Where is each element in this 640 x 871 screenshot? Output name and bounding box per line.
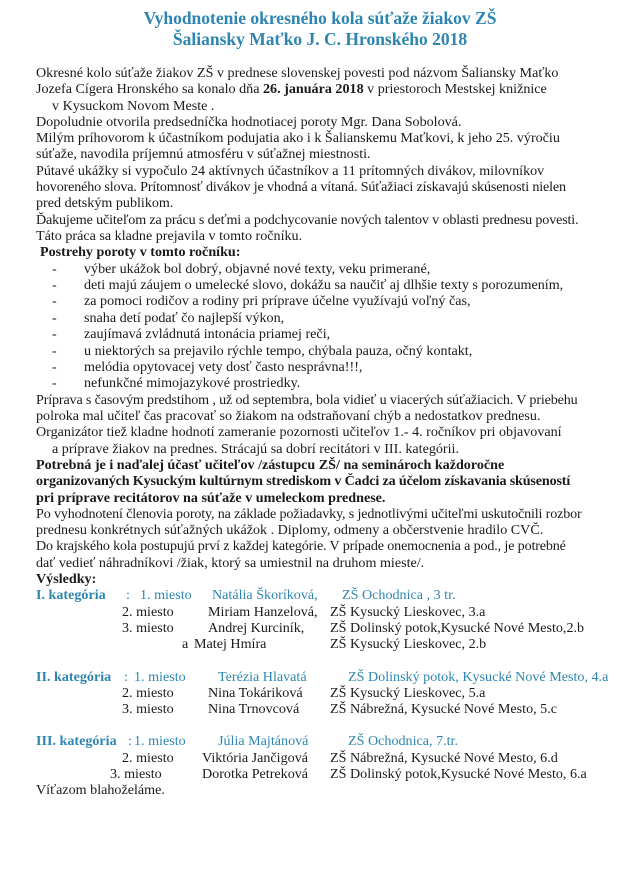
participant-name: Natália Škoríková, — [212, 587, 318, 604]
result-row — [36, 766, 616, 782]
school: ZŠ Kysucký Lieskovec, 3.a — [330, 603, 486, 620]
emphasis-line: pri príprave recitátorov na súťaže v umeleckom prednese. — [36, 489, 386, 506]
intro-line: hovoreného slova. Prítomnosť divákov je vhodná a vítaná. Súťažiaci získavajú skúsenosti nielen — [36, 179, 566, 196]
result-row — [36, 750, 616, 766]
list-item: - nefunkčné mimojazykové prostriedky. — [52, 375, 301, 392]
intro-line — [36, 81, 616, 97]
list-item-text: nefunkčné mimojazykové prostriedky. — [84, 375, 301, 392]
category-label: II. kategória — [36, 668, 112, 685]
participant-name: Júlia Majtánová — [218, 733, 309, 750]
list-item: - snaha detí podať čo najlepší výkon, — [52, 309, 285, 326]
after-line: Po vyhodnotení členovia poroty, na základe požiadavky, s jednotlivými učiteľmi uskutočnili rozbor — [36, 505, 582, 522]
school: ZŠ Kysucký Lieskovec, 5.a — [330, 684, 486, 701]
place: 1. miesto — [134, 668, 186, 685]
after-line: prednesu konkrétnych súťažných ukážok . Diplomy, odmeny a občerstvenie hradilo CVČ. — [36, 522, 544, 539]
category-colon: : — [126, 587, 130, 604]
school: ZŠ Dolinský potok, Kysucké Nové Mesto, 4.a — [348, 668, 609, 685]
result-row — [36, 669, 616, 685]
school: ZŠ Ochodnica , 3 tr. — [342, 587, 456, 604]
list-item-text: deti majú záujem o umelecké slovo, dokážu sa naučiť aj dlhšie texty s porozumením, — [84, 276, 564, 293]
place: 2. miesto — [122, 603, 174, 620]
spacer — [36, 717, 616, 733]
spacer — [36, 653, 616, 669]
intro-line: súťaže, navodila príjemnú atmosféru v súťažnej miestnosti. — [36, 146, 371, 163]
list-item: - zaujímavá zvládnutá intonácia priamej reči, — [52, 326, 331, 343]
list-item-text: zaujímavá zvládnutá intonácia priamej reči, — [84, 326, 331, 343]
prep-line: Organizátor tiež kladne hodnotí zameranie pozornosti učiteľov 1.- 4. ročníkov pri objavovaní — [36, 424, 562, 441]
list-item-text: melódia opytovacej vety dosť často nesprávna!!!, — [84, 359, 363, 375]
result-row — [36, 685, 616, 701]
participant-name: Viktória Jančigová — [202, 749, 308, 766]
place: 2. miesto — [122, 749, 174, 766]
category-colon: : — [128, 733, 132, 750]
intro-line: Milým príhovorom k účastníkom podujatia ako i k Šalianskemu Maťkovi, k jeho 25. výročiu — [36, 130, 560, 147]
school: ZŠ Kysucký Lieskovec, 2.b — [330, 636, 487, 653]
category-label: III. kategória — [36, 733, 117, 750]
result-row — [36, 701, 616, 717]
intro-text: Jozefa Cígera Hronského sa konalo dňa — [36, 81, 263, 98]
school: ZŠ Ochodnica, 7.tr. — [348, 733, 458, 750]
result-row — [36, 733, 616, 749]
result-row — [36, 620, 616, 636]
emphasis-line: Potrebná je i naďalej účasť učiteľov /zástupcu ZŠ/ na seminároch každoročne — [36, 457, 505, 473]
intro-line: v Kysuckom Novom Meste . — [52, 97, 215, 114]
participant-name: Miriam Hanzelová, — [208, 603, 318, 620]
prep-line: polroka mal učiteľ čas pracovať so žiakom na odstraňovaní chýb a nedostatkov prednesu. — [36, 408, 541, 425]
place: 2. miesto — [122, 684, 174, 701]
intro-line: Dopoludnie otvorila predsedníčka hodnotiacej poroty Mgr. Dana Sobolová. — [36, 113, 462, 130]
list-item-text: výber ukážok bol dobrý, objavné nové texty, veku primerané, — [84, 260, 431, 277]
place: 1. miesto — [140, 587, 192, 604]
intro-text: v priestoroch Mestskej knižnice — [363, 81, 547, 98]
place: 1. miesto — [134, 733, 186, 750]
doc-title-line-2: Šaliansky Maťko J. C. Hronského 2018 — [172, 29, 468, 49]
place: 3. miesto — [122, 619, 174, 636]
place: a — [182, 636, 189, 653]
category-colon: : — [124, 668, 128, 685]
participant-name: Terézia Hlavatá — [218, 668, 307, 685]
event-date: 26. januára 2018 — [263, 81, 364, 98]
list-item-text: u niektorých sa prejavilo rýchle tempo, chýbala pauza, očný kontakt, — [84, 342, 473, 359]
after-line: Do krajského kola postupujú prví z každej kategórie. V prípade onemocnenia a pod., je potrebné — [36, 538, 566, 555]
school: ZŠ Nábrežná, Kysucké Nové Mesto, 6.d — [330, 749, 558, 766]
list-item: - u niektorých sa prejavilo rýchle tempo, chýbala pauza, očný kontakt, — [52, 342, 473, 359]
school: ZŠ Dolinský potok,Kysucké Nové Mesto,2.b — [330, 619, 585, 636]
closing-line: Víťazom blahoželáme. — [36, 782, 165, 799]
observations-list — [36, 261, 616, 392]
emphasis-line: organizovaných Kysuckým kultúrnym strediskom v Čadci za účelom získavania skúseností — [36, 473, 571, 490]
place: 3. miesto — [122, 701, 174, 718]
school: ZŠ Nábrežná, Kysucké Nové Mesto, 5.c — [330, 701, 558, 718]
participant-name: Nina Tokáriková — [208, 684, 303, 701]
list-item-text: za pomoci rodičov a rodiny pri príprave účelne využívajú voľný čas, — [84, 293, 471, 310]
list-item: - melódia opytovacej vety dosť často nesprávna!!!, — [52, 359, 363, 375]
participant-name: Nina Trnovcová — [208, 701, 300, 718]
place: 3. miesto — [110, 766, 162, 783]
prep-line: Príprava s časovým predstihom , už od septembra, bola vidieť u viacerých súťažiacich. V priebehu — [36, 391, 578, 408]
observations-title: Postrehy poroty v tomto ročníku: — [40, 244, 241, 261]
intro-line: pred detským publikom. — [36, 195, 174, 212]
after-line: dať vedieť náhradníkovi /žiak, ktorý sa umiestnil na druhom mieste/. — [36, 554, 425, 571]
list-item: - deti majú záujem o umelecké slovo, dokážu sa naučiť aj dlhšie texty s porozumením, — [52, 276, 564, 293]
results-title: Výsledky: — [36, 571, 97, 588]
intro-line: Táto práca sa kladne prejavila v tomto ročníku. — [36, 227, 303, 244]
list-item: - výber ukážok bol dobrý, objavné nové texty, veku primerané, — [52, 260, 431, 277]
participant-name: Dorotka Petreková — [202, 766, 309, 783]
list-item-text: snaha detí podať čo najlepší výkon, — [84, 309, 285, 326]
intro-line: Okresné kolo súťaže žiakov ZŠ v prednese slovenskej povesti pod názvom Šaliansky Maťko — [36, 65, 559, 81]
participant-name: Matej Hmíra — [194, 636, 267, 653]
result-row — [36, 604, 616, 620]
document-body — [36, 65, 616, 799]
prep-line: a príprave žiakov na prednes. Strácajú sa dobrí recitátori v III. kategórii. — [52, 440, 459, 457]
result-row — [36, 587, 616, 603]
participant-name: Andrej Kurciník, — [208, 619, 305, 636]
result-row — [36, 636, 616, 652]
list-item: - za pomoci rodičov a rodiny pri príprave účelne využívajú voľný čas, — [52, 293, 471, 310]
doc-title-line-1: Vyhodnotenie okresného kola súťaže žiakov ZŠ — [143, 8, 497, 28]
school: ZŠ Dolinský potok,Kysucké Nové Mesto, 6.a — [330, 766, 587, 783]
category-label: I. kategória — [36, 587, 106, 604]
intro-line: Pútavé ukážky si vypočulo 24 aktívnych účastníkov a 11 prítomných divákov, milovníkov — [36, 162, 545, 179]
intro-line: Ďakujeme učiteľom za prácu s deťmi a podchycovanie nových talentov v oblasti prednesu povesti. — [36, 211, 579, 228]
